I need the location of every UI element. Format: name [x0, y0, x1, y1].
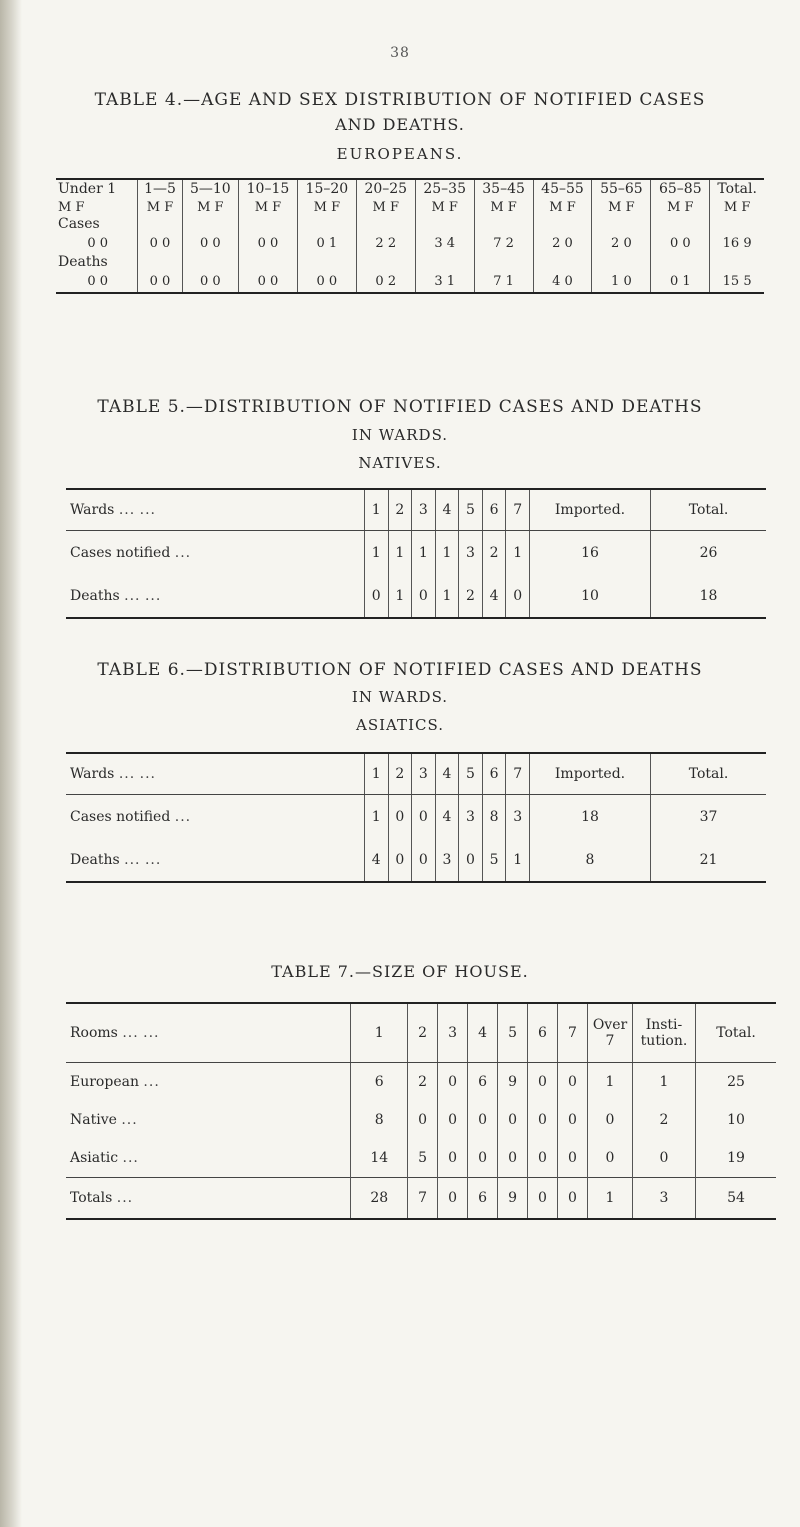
table-cell: 6	[351, 1063, 408, 1102]
deaths-value: 7 1	[474, 270, 533, 293]
total-column-header: Total.	[651, 753, 767, 795]
ward-column-header: 2	[388, 489, 412, 531]
ward-column-header: 3	[412, 489, 436, 531]
table-cell: 18	[530, 795, 651, 839]
table-cell: 0	[459, 838, 483, 882]
table-row	[66, 1139, 776, 1178]
age-group-header: Under 1	[58, 181, 117, 197]
ward-column-header: 5	[459, 753, 483, 795]
rooms-column-header: 4	[468, 1003, 498, 1063]
total-cell: 7	[408, 1178, 438, 1220]
ward-column-header: 3	[412, 753, 436, 795]
table7-header-row	[66, 1003, 776, 1063]
age-group-header: 55–65	[592, 179, 651, 198]
table-cell: 0	[588, 1101, 633, 1139]
table-cell: 1	[412, 531, 436, 575]
table-cell: 0	[412, 838, 436, 882]
leader-dots: ...	[139, 502, 156, 518]
cases-value: 2 2	[356, 232, 415, 254]
table-cell: 0	[558, 1139, 588, 1178]
over-7-column-header: Over 7	[588, 1003, 633, 1063]
table-cell: 8	[482, 795, 506, 839]
cases-value: 0 0	[87, 235, 109, 251]
sex-header: M F	[710, 198, 764, 216]
table-cell: 2	[482, 531, 506, 575]
totals-row	[66, 1178, 776, 1220]
table-cell: 0	[633, 1139, 696, 1178]
cases-value: 7 2	[474, 232, 533, 254]
ward-column-header: 5	[459, 489, 483, 531]
leader-dots: ...	[122, 1150, 139, 1166]
cases-value: 2 0	[533, 232, 592, 254]
age-group-header: 20–25	[356, 179, 415, 198]
rooms-column-header: 6	[528, 1003, 558, 1063]
age-group-header: 10–15	[239, 179, 298, 198]
total-column-header: Total.	[696, 1003, 777, 1063]
table5-title: TABLE 5.—DISTRIBUTION OF NOTIFIED CASES AND DEATHS	[97, 397, 703, 417]
row-label: Cases notified	[70, 544, 171, 561]
table6-subtitle: ASIATICS.	[356, 716, 444, 734]
table-row	[66, 1063, 776, 1102]
leader-dots: ...	[116, 1190, 134, 1206]
table5-natives	[66, 488, 766, 619]
table-row	[66, 1101, 776, 1139]
total-cell: 28	[351, 1178, 408, 1220]
table-cell: 0	[388, 795, 412, 839]
ward-column-header: 4	[435, 489, 459, 531]
table-cell: 0	[468, 1101, 498, 1139]
deaths-value: 1 0	[592, 270, 651, 293]
total-cell: 0	[438, 1178, 468, 1220]
leader-dots: ...	[139, 766, 156, 782]
table-cell: 0	[498, 1139, 528, 1178]
leader-dots: ...	[144, 587, 162, 604]
total-cell: 3	[633, 1178, 696, 1220]
deaths-value: 0 1	[651, 270, 710, 293]
table-cell: 4	[364, 838, 388, 882]
table-cell: 1	[588, 1063, 633, 1102]
table-cell: 3	[435, 838, 459, 882]
total-cell: 54	[696, 1178, 777, 1220]
table-cell: 1	[364, 795, 388, 839]
table4-deaths-row	[56, 270, 764, 293]
table-cell: 2	[459, 574, 483, 618]
page-edge-shadow	[0, 0, 22, 1527]
table-cell: 0	[412, 574, 436, 618]
table7-title: TABLE 7.—SIZE OF HOUSE.	[271, 962, 529, 981]
total-column-header: Total.	[651, 489, 767, 531]
table-cell: 0	[364, 574, 388, 618]
cases-value: 2 0	[592, 232, 651, 254]
table-cell: 5	[482, 838, 506, 882]
table-cell: 2	[633, 1101, 696, 1139]
leader-dots: ...	[121, 1112, 138, 1128]
rooms-column-header: 2	[408, 1003, 438, 1063]
table-cell: 4	[435, 795, 459, 839]
deaths-value: 0 2	[356, 270, 415, 293]
table4-age-sex	[56, 178, 764, 294]
table-row	[66, 795, 766, 839]
table-cell: 19	[696, 1139, 777, 1178]
sex-header: M F	[415, 198, 474, 216]
table4-age-header-row	[56, 179, 764, 198]
age-group-header: 65–85	[651, 179, 710, 198]
table-cell: 0	[558, 1063, 588, 1102]
leader-dots: ...	[124, 587, 141, 604]
totals-label: Totals	[70, 1190, 113, 1206]
ward-column-header: 4	[435, 753, 459, 795]
cases-value: 3 4	[415, 232, 474, 254]
table7-size-of-house	[66, 1002, 776, 1220]
leader-dots: ...	[118, 766, 136, 782]
table4-subtitle: EUROPEANS.	[336, 145, 464, 163]
table-cell: 6	[468, 1063, 498, 1102]
rooms-header: Rooms	[70, 1025, 118, 1041]
table-cell: 1	[506, 838, 530, 882]
table-cell: 0	[388, 838, 412, 882]
ward-column-header: 7	[506, 489, 530, 531]
page-number: 38	[390, 45, 410, 61]
table-cell: 3	[459, 795, 483, 839]
table-cell: 26	[651, 531, 767, 575]
deaths-value: 0 0	[182, 270, 238, 293]
cases-value: 0 1	[297, 232, 356, 254]
table5-title-line2: IN WARDS.	[351, 426, 449, 444]
sex-header: M F	[58, 199, 85, 215]
ward-column-header: 6	[482, 753, 506, 795]
age-group-header: 5—10	[182, 179, 238, 198]
table-cell: 0	[468, 1139, 498, 1178]
table-cell: 0	[438, 1139, 468, 1178]
leader-dots: ...	[124, 851, 141, 868]
table6-title-line2: IN WARDS.	[351, 688, 449, 706]
table-cell: 3	[459, 531, 483, 575]
table-row	[66, 838, 766, 882]
table4-deaths-label-row	[56, 254, 764, 270]
sex-header: M F	[182, 198, 238, 216]
ward-column-header: 7	[506, 753, 530, 795]
table-cell: 0	[528, 1101, 558, 1139]
table-cell: 1	[435, 531, 459, 575]
age-group-header: Total.	[710, 179, 764, 198]
table-cell: 1	[633, 1063, 696, 1102]
total-cell: 0	[558, 1178, 588, 1220]
deaths-value: 0 0	[87, 273, 109, 289]
total-cell: 6	[468, 1178, 498, 1220]
rooms-column-header: 1	[351, 1003, 408, 1063]
sex-header: M F	[356, 198, 415, 216]
table-cell: 10	[696, 1101, 777, 1139]
cases-value: 0 0	[239, 232, 298, 254]
table-cell: 10	[530, 574, 651, 618]
sex-header: M F	[239, 198, 298, 216]
age-group-header: 15–20	[297, 179, 356, 198]
ward-column-header: 1	[364, 753, 388, 795]
table4-cases-label-row	[56, 216, 764, 232]
sex-header: M F	[651, 198, 710, 216]
table-cell: 14	[351, 1139, 408, 1178]
table-cell: 0	[498, 1101, 528, 1139]
table-cell: 1	[364, 531, 388, 575]
deaths-value: 0 0	[297, 270, 356, 293]
table4-cases-row	[56, 232, 764, 254]
total-cell: 0	[528, 1178, 558, 1220]
institution-column-header: Insti-tution.	[633, 1003, 696, 1063]
table-cell: 0	[438, 1101, 468, 1139]
table-cell: 0	[528, 1063, 558, 1102]
table4-title: TABLE 4.—AGE AND SEX DISTRIBUTION OF NOTIFIED CASES	[94, 90, 706, 110]
table-cell: 2	[408, 1063, 438, 1102]
table-cell: 21	[651, 838, 767, 882]
table5-subtitle: NATIVES.	[358, 454, 442, 472]
cases-label: Cases	[58, 216, 100, 232]
table-cell: 16	[530, 531, 651, 575]
table-cell: 25	[696, 1063, 777, 1102]
cases-value: 16 9	[710, 232, 764, 254]
rooms-column-header: 3	[438, 1003, 468, 1063]
table-cell: 0	[412, 795, 436, 839]
leader-dots: ...	[118, 502, 136, 518]
table-row	[66, 574, 766, 618]
table4-title-line2: AND DEATHS.	[335, 115, 465, 134]
leader-dots: ...	[143, 1025, 160, 1041]
table-cell: 5	[408, 1139, 438, 1178]
cases-value: 0 0	[651, 232, 710, 254]
rooms-column-header: 5	[498, 1003, 528, 1063]
table-cell: 1	[435, 574, 459, 618]
table-cell: 0	[558, 1101, 588, 1139]
table-cell: 1	[388, 531, 412, 575]
ward-column-header: 1	[364, 489, 388, 531]
total-cell: 1	[588, 1178, 633, 1220]
sex-header: M F	[533, 198, 592, 216]
table-cell: 0	[506, 574, 530, 618]
deaths-value: 3 1	[415, 270, 474, 293]
row-label: Deaths	[70, 851, 120, 868]
ward-column-header: 6	[482, 489, 506, 531]
deaths-value: 0 0	[239, 270, 298, 293]
row-label: Native	[70, 1112, 117, 1128]
row-label: Cases notified	[70, 808, 171, 825]
table-cell: 1	[506, 531, 530, 575]
deaths-value: 0 0	[138, 270, 182, 293]
leader-dots: ...	[122, 1025, 139, 1041]
leader-dots: ...	[144, 851, 162, 868]
sex-header: M F	[474, 198, 533, 216]
table-cell: 4	[482, 574, 506, 618]
age-group-header: 45–55	[533, 179, 592, 198]
ward-column-header: 2	[388, 753, 412, 795]
age-group-header: 25–35	[415, 179, 474, 198]
table-cell: 1	[388, 574, 412, 618]
table4-sex-header-row	[56, 198, 764, 216]
table-cell: 8	[351, 1101, 408, 1139]
table-cell: 37	[651, 795, 767, 839]
sex-header: M F	[592, 198, 651, 216]
leader-dots: ...	[143, 1074, 160, 1090]
table-cell: 9	[498, 1063, 528, 1102]
imported-column-header: Imported.	[530, 489, 651, 531]
table-cell: 3	[506, 795, 530, 839]
row-label: Asiatic	[70, 1150, 119, 1166]
table-cell: 0	[588, 1139, 633, 1178]
table6-header-row	[66, 753, 766, 795]
table-row	[66, 531, 766, 575]
table6-asiatics	[66, 752, 766, 883]
table-cell: 8	[530, 838, 651, 882]
cases-value: 0 0	[182, 232, 238, 254]
deaths-label: Deaths	[58, 254, 108, 270]
cases-value: 0 0	[138, 232, 182, 254]
rooms-column-header: 7	[558, 1003, 588, 1063]
table-cell: 0	[408, 1101, 438, 1139]
age-group-header: 1—5	[138, 179, 182, 198]
age-group-header: 35–45	[474, 179, 533, 198]
sex-header: M F	[297, 198, 356, 216]
table-cell: 18	[651, 574, 767, 618]
sex-header: M F	[138, 198, 182, 216]
deaths-value: 4 0	[533, 270, 592, 293]
leader-dots: ...	[174, 544, 192, 561]
row-label: Deaths	[70, 587, 120, 604]
row-label: European	[70, 1074, 139, 1090]
table5-header-row	[66, 489, 766, 531]
leader-dots: ...	[174, 808, 192, 825]
wards-header: Wards	[70, 766, 115, 782]
table6-title: TABLE 6.—DISTRIBUTION OF NOTIFIED CASES AND DEATHS	[97, 660, 703, 680]
total-cell: 9	[498, 1178, 528, 1220]
imported-column-header: Imported.	[530, 753, 651, 795]
wards-header: Wards	[70, 502, 115, 518]
deaths-value: 15 5	[710, 270, 764, 293]
table-cell: 0	[438, 1063, 468, 1102]
table-cell: 0	[528, 1139, 558, 1178]
